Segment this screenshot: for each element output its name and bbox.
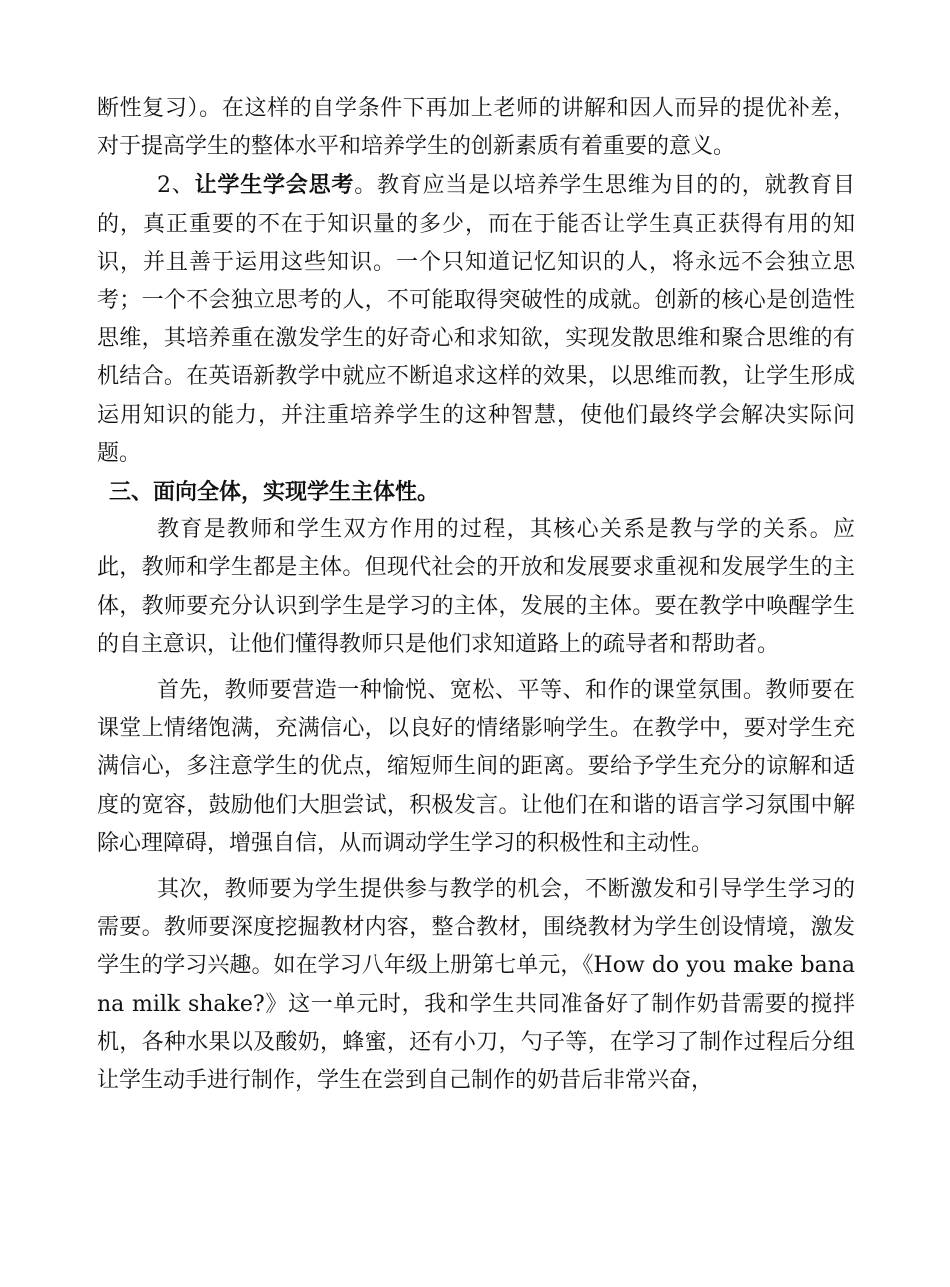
section-heading: 三、面向全体，实现学生主体性。 xyxy=(109,479,440,506)
paragraph-continuation: 断性复习）。在这样的自学条件下再加上老师的讲解和因人而异的提优补差，对于提高学生的整体水平和培养学生的创新素质有着重要的意义。 xyxy=(97,96,855,160)
paragraph-subject: 教育是教师和学生双方作用的过程，其核心关系是教与学的关系。应此，教师和学生都是主体。但现代社会的开放和发展要求重视和发展学生的主体，教师要充分认识到学生是学习的主体，发展的主体。要在教学中唤醒学生的自主意识，让他们懂得教师只是他们求知道路上的疏导者和帮助者。 xyxy=(97,517,855,657)
paragraph-first: 首先，教师要营造一种愉悦、宽松、平等、和作的课堂氛围。教师要在课堂上情绪饱满，充满信心，以良好的情绪影响学生。在教学中，要对学生充满信心，多注意学生的优点，缩短师生间的距离。要给予学生充分的谅解和适度的宽容，鼓励他们大胆尝试，积极发言。让他们在和谐的语言学习氛围中解除心理障碍，增强自信，从而调动学生学习的积极性和主动性。 xyxy=(97,678,855,856)
document-page xyxy=(97,90,855,1100)
paragraph-think xyxy=(97,166,855,473)
list-number: 2、 xyxy=(157,173,195,199)
paragraph-second: 其次，教师要为学生提供参与教学的机会，不断激发和引导学生学习的需要。教师要深度挖掘教材内容，整合教材，围绕教材为学生创设情境，激发学生的学习兴趣。如在学习八年级上册第七单元，《How do you make banana milk shake?》这一单元时，我和学生共同准备好了制作奶昔需要的搅拌机，各种水果以及酸奶，蜂蜜，还有小刀，勺子等，在学习了制作过程后分组让学生动手进行制作，学生在尝到自己制作的奶昔后非常兴奋， xyxy=(97,877,855,1094)
paragraph-lead-bold: 让学生学会思考 xyxy=(194,172,355,199)
paragraph-body: 。教育应当是以培养学生思维为目的的，就教育目的，真正重要的不在于知识量的多少，而在于能否让学生真正获得有用的知识，并且善于运用这些知识。一个只知道记忆知识的人，将永远不会独立思考；一个不会独立思考的人，不可能取得突破性的成就。创新的核心是创造性思维，其培养重在激发学生的好奇心和求知欲，实现发散思维和聚合思维的有机结合。在英语新教学中就应不断追求这样的效果，以思维而教，让学生形成运用知识的能力，并注重培养学生的这种智慧，使他们最终学会解决实际问题。 xyxy=(97,173,855,466)
